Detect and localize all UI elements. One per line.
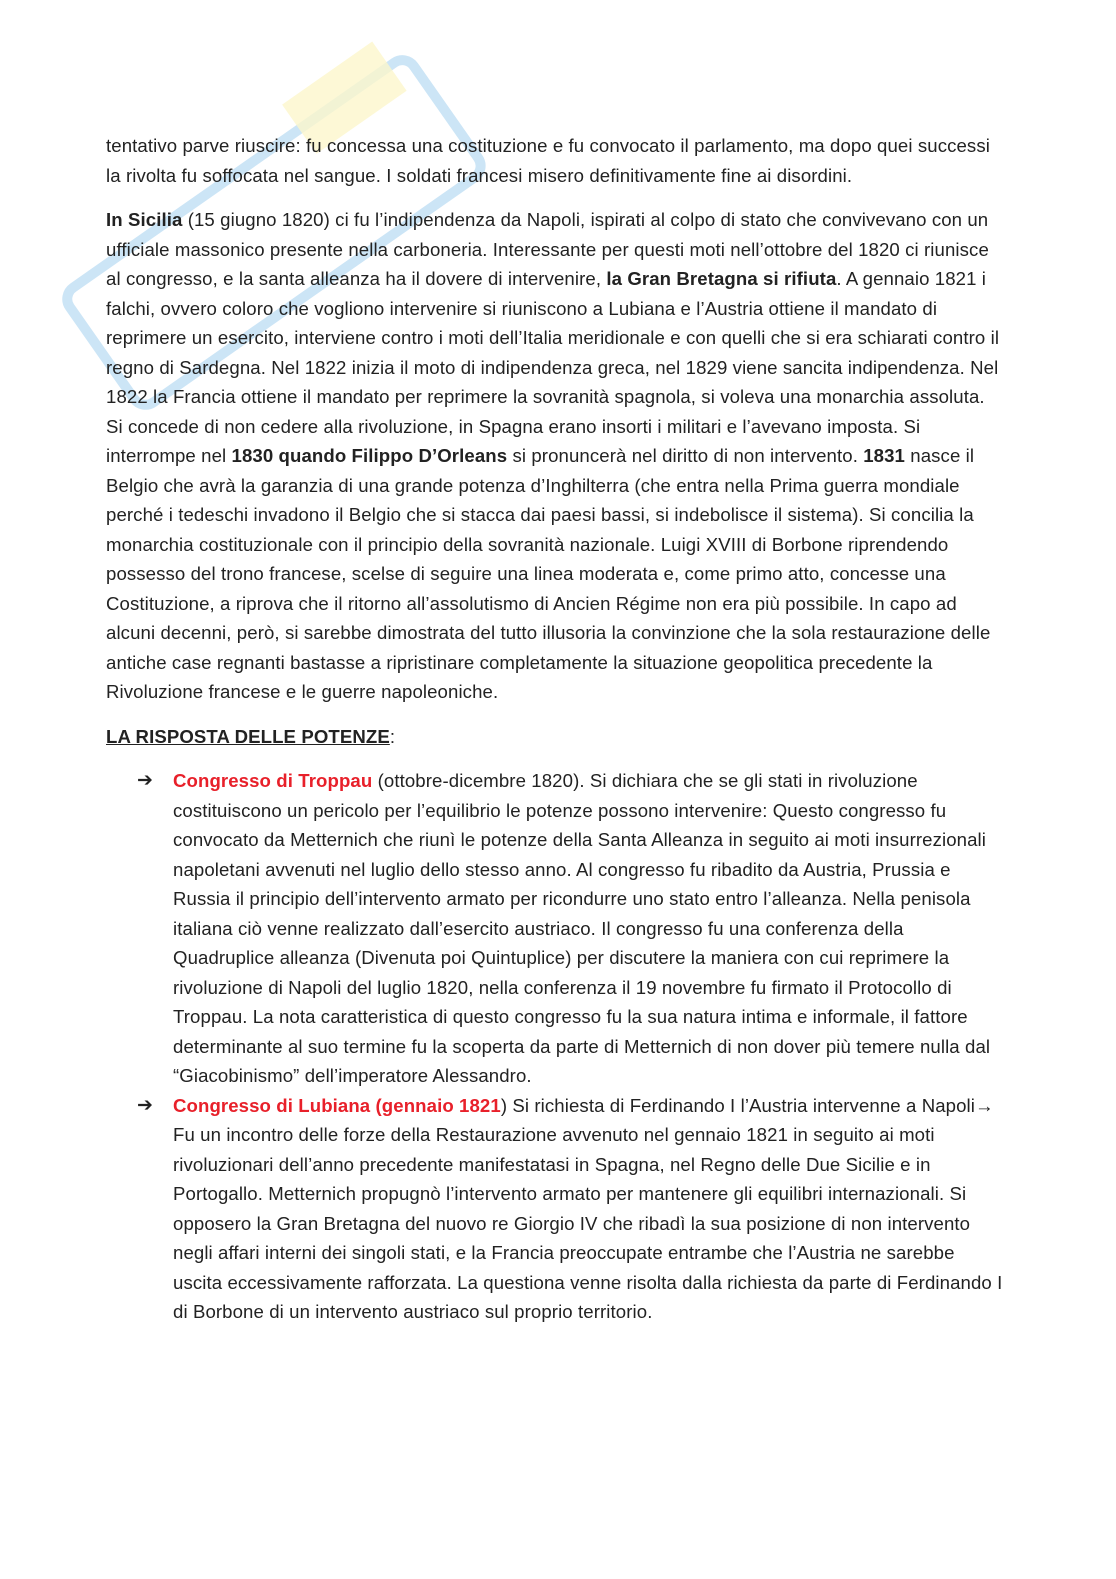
arrow-bullet-icon: ➔ <box>137 770 154 791</box>
heading-colon: : <box>389 725 396 747</box>
bold-gran-bretagna: la Gran Bretagna si rifiuta <box>606 268 837 289</box>
bold-1831: 1831 <box>863 445 905 466</box>
congress-list <box>106 766 1006 1327</box>
paragraph-intro: tentativo parve riuscire: fu concessa una costituzione e fu convocato il parlamento, ma dopo quei successi la rivolta fu soffocata nel sangue. I soldati francesi misero definitivamente fine ai disordini. <box>106 135 990 186</box>
document-page <box>106 131 1006 1327</box>
list-item-troppau <box>137 766 1006 1091</box>
section-heading: LA RISPOSTA DELLE POTENZE <box>106 725 390 747</box>
bold-in-sicilia: In Sicilia <box>106 209 183 230</box>
text-span: . A gennaio 1821 i falchi, ovvero coloro che vogliono intervenire si riuniscono a Lubiana e l’Austria ottiene il mandato di reprimere un esercito, interviene contro i moti dell’Italia meridionale e con quelli che si era schiarati contro il regno di Sardegna. Nel 1822 inizia il moto di indipendenza greca, nel 1829 viene sancita indipendenza. Nel 1822 la Francia ottiene il mandato per reprimere la sovranità spagnola, si voleva una monarchia assoluta. Si concede di non cedere alla rivoluzione, in Spagna erano insorti i militari e l’avevano imposta. Si interrompe nel <box>106 268 1000 466</box>
congress-text-troppau: (ottobre-dicembre 1820). Si dichiara che se gli stati in rivoluzione costituiscono un pericolo per l’equilibrio le potenze possono intervenire: Questo congresso fu convocato da Metternich che riunì le potenze della Santa Alleanza in seguito ai moti insurrezionali napoletani avvenuti nel luglio dello stesso anno. Al congresso fu ribadito da Austria, Prussia e Russia il principio dell’intervento armato per ricondurre uno stato entro l’alleanza. Nella penisola italiana ciò venne realizzato dall’esercito austriaco. Il congresso fu una conferenza della Quadruplice alleanza (Divenuta poi Quintuplice) per discutere la maniera con cui reprimere la rivoluzione di Napoli del luglio 1820, nella conferenza il 19 novembre fu firmato il Protocollo di Troppau. La nota caratteristica di questo congresso fu la sua natura intima e informale, il fattore determinante al suo termine fu la scoperta da parte di Metternich di non dover più temere nulla dal “Giacobinismo” dell’imperatore Alessandro. <box>173 770 991 1086</box>
bold-1830-filippo: 1830 quando Filippo D’Orleans <box>231 445 508 466</box>
congress-title-troppau: Congresso di Troppau <box>173 770 373 791</box>
congress-text-lubiana: ) Si richiesta di Ferdinando I l’Austria intervenne a Napoli→ Fu un incontro delle forze della Restaurazione avvenuto nel gennaio 1821 in seguito ai moti rivoluzionari dell’anno precedente manifestatasi in Spagna, nel Regno delle Due Sicilie e in Portogallo. Metternich propugnò l’intervento armato per mantenere gli equilibri internazionali. Si opposero la Gran Bretagna del nuovo re Giorgio IV che ribadì la sua posizione di non intervento negli affari interni dei singoli stati, e la Francia preoccupate entrambe che l’Austria ne sarebbe uscita eccessivamente rafforzata. La questiona venne risolta dalla richiesta da parte di Ferdinando I di Borbone di un intervento austriaco sul proprio territorio. <box>173 1094 1003 1322</box>
list-item-lubiana <box>137 1091 1006 1327</box>
text-span: si pronuncerà nel diritto di non intervento. <box>507 445 864 466</box>
text-span: (15 giugno 1820) ci fu l’indipendenza da Napoli, ispirati al colpo di stato che convivevano con un ufficiale massonico presente nella carboneria. Interessante per questi moti nell’ottobre del 1820 ci riunisce al congresso, e la santa alleanza ha il dovere di intervenire, <box>106 209 989 289</box>
paragraph-sicilia <box>106 205 1006 707</box>
text-span: nasce il Belgio che avrà la garanzia di una grande potenza d’Inghilterra (che entra nella Prima guerra mondiale perché i tedeschi invadono il Belgio che si stacca dai paesi bassi, si indebolisce il sistema). Si concilia la monarchia costituzionale con il principio della sovranità nazionale. Luigi XVIII di Borbone riprendendo possesso del trono francese, scelse di seguire una linea moderata e, come primo atto, concesse una Costituzione, a riprova che il ritorno all’assolutismo di Ancien Régime non era più possibile. In capo ad alcuni decenni, però, si sarebbe dimostrata del tutto illusoria la convinzione che la sola restaurazione delle antiche case regnanti bastasse a ripristinare completamente la situazione geopolitica precedente la Rivoluzione francese e le guerre napoleoniche. <box>106 445 991 702</box>
congress-title-lubiana: Congresso di Lubiana (gennaio 1821 <box>173 1094 501 1116</box>
arrow-bullet-icon: ➔ <box>137 1094 154 1116</box>
section-heading-line <box>106 722 1006 752</box>
